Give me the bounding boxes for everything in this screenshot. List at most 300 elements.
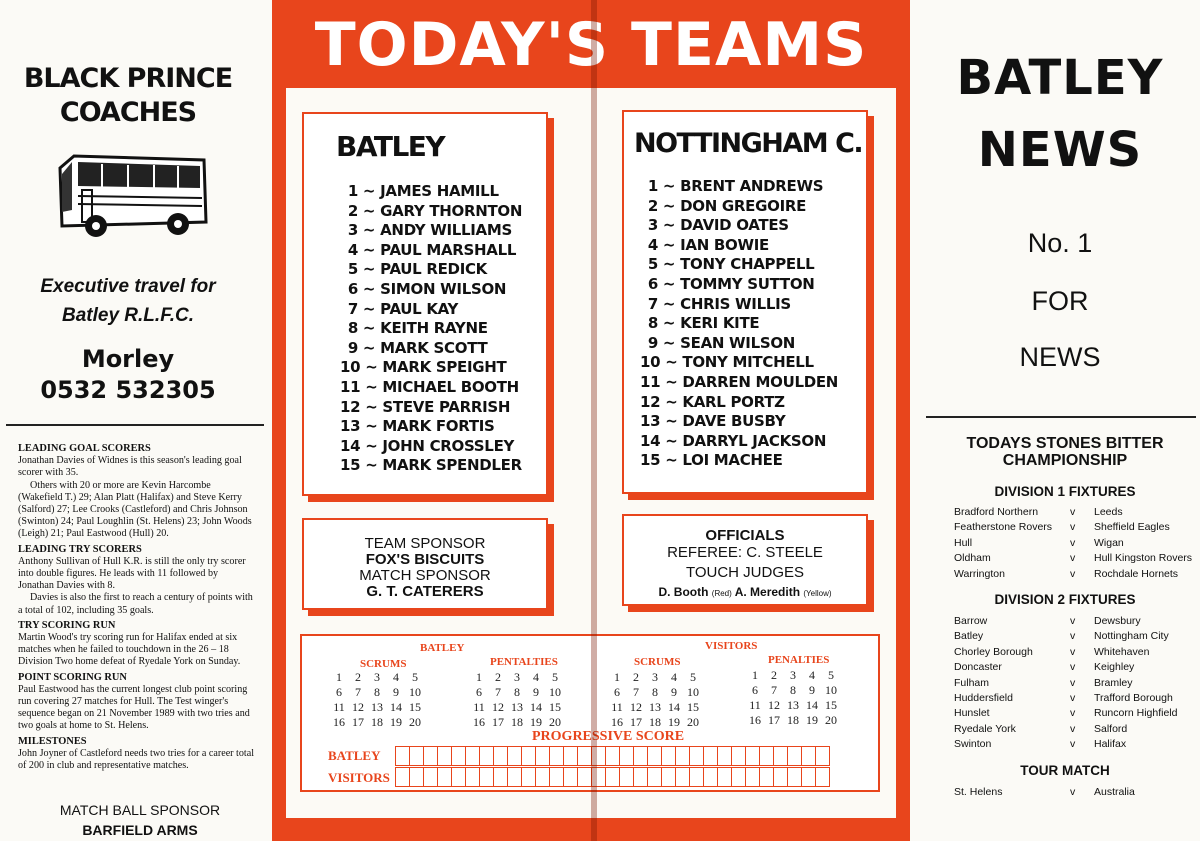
tilde-separator: ~ <box>658 314 681 333</box>
player-number: 2 <box>647 196 658 215</box>
away-team: Rochdale Hornets <box>1094 567 1179 580</box>
tally-number[interactable]: 19 <box>668 715 680 729</box>
fixture-row <box>954 738 1194 753</box>
tally-number[interactable]: 10 <box>549 685 561 699</box>
home-team: Oldham <box>954 552 991 565</box>
versus: v <box>1070 722 1076 735</box>
away-team: Nottingham City <box>1094 630 1169 643</box>
player-name: IAN BOWIE <box>680 235 769 254</box>
home-team: Chorley Borough <box>954 645 1033 658</box>
tally-number[interactable]: 18 <box>787 713 799 727</box>
score-cell[interactable] <box>395 767 410 787</box>
player-row <box>340 280 522 300</box>
score-cell[interactable] <box>549 767 564 787</box>
tally-number[interactable]: 13 <box>371 700 383 714</box>
player-number: 15 <box>640 451 661 470</box>
tally-number[interactable]: 4 <box>671 670 677 684</box>
score-cell[interactable] <box>675 767 690 787</box>
tally-number[interactable]: 7 <box>771 683 777 697</box>
player-number: 8 <box>347 319 358 338</box>
tally-number[interactable]: 20 <box>409 715 421 729</box>
score-cell[interactable] <box>717 746 732 766</box>
tally-number[interactable]: 16 <box>749 713 761 727</box>
away-team-name: NOTTINGHAM C. <box>634 128 863 159</box>
tally-number[interactable]: 18 <box>511 715 523 729</box>
player-row <box>640 275 838 295</box>
news-tagline-3: NEWS <box>1019 342 1101 372</box>
away-team: Wigan <box>1094 536 1124 549</box>
player-number: 12 <box>340 397 361 416</box>
score-cell[interactable] <box>409 746 424 766</box>
tally-number[interactable]: 15 <box>409 700 421 714</box>
player-row <box>640 373 838 393</box>
score-cell[interactable] <box>507 746 522 766</box>
match-sponsor: G. T. CATERERS <box>366 583 484 600</box>
player-row <box>340 260 522 280</box>
versus: v <box>1070 676 1076 689</box>
tally-number[interactable]: 18 <box>649 715 661 729</box>
player-number: 7 <box>647 294 658 313</box>
score-cell[interactable] <box>465 746 480 766</box>
tally-number[interactable]: 6 <box>476 685 482 699</box>
home-team: Ryedale York <box>954 722 1016 735</box>
score-cell[interactable] <box>479 746 494 766</box>
tally-number[interactable]: 6 <box>752 683 758 697</box>
news-title-line2: NEWS <box>977 122 1143 178</box>
score-cell[interactable] <box>451 767 466 787</box>
tally-number[interactable]: 4 <box>393 670 399 684</box>
note-heading: LEADING TRY SCORERS <box>18 543 142 555</box>
score-cell[interactable] <box>563 767 578 787</box>
note-paragraph: Jonathan Davies of Widnes is this season's leading goal scorer with 35. <box>18 455 242 479</box>
tally-number[interactable]: 16 <box>333 715 345 729</box>
tally-number[interactable]: 2 <box>495 670 501 684</box>
tally-number[interactable]: 19 <box>530 715 542 729</box>
tally-number[interactable]: 8 <box>790 683 796 697</box>
note-heading: POINT SCORING RUN <box>18 671 127 683</box>
home-team: Swinton <box>954 738 992 751</box>
home-roster <box>340 182 522 476</box>
tally-number[interactable]: 18 <box>371 715 383 729</box>
officials-title: OFFICIALS <box>705 527 785 544</box>
tally-number[interactable]: 14 <box>390 700 402 714</box>
news-title-line1: BATLEY <box>956 50 1164 106</box>
tally-number[interactable]: 14 <box>668 700 680 714</box>
score-cell[interactable] <box>535 746 550 766</box>
score-cell[interactable] <box>703 767 718 787</box>
player-number: 7 <box>347 299 358 318</box>
score-cell[interactable] <box>745 767 760 787</box>
score-cell[interactable] <box>787 767 802 787</box>
versus: v <box>1070 567 1076 580</box>
progressive-away-cells[interactable] <box>396 767 830 787</box>
tally-number[interactable]: 17 <box>768 713 780 727</box>
score-cell[interactable] <box>493 767 508 787</box>
score-cell[interactable] <box>479 767 494 787</box>
tally-number[interactable]: 19 <box>806 713 818 727</box>
tally-number[interactable]: 6 <box>336 685 342 699</box>
player-number: 2 <box>347 201 358 220</box>
tally-number[interactable]: 16 <box>611 715 623 729</box>
player-name: TONY MITCHELL <box>682 353 814 372</box>
player-row <box>640 353 838 373</box>
progressive-home-label: BATLEY <box>328 748 381 763</box>
tally-number[interactable]: 10 <box>687 685 699 699</box>
tally-number[interactable]: 14 <box>530 700 542 714</box>
player-name: DARREN MOULDEN <box>682 372 839 391</box>
tally-number[interactable]: 5 <box>828 668 834 682</box>
score-cell[interactable] <box>773 767 788 787</box>
tally-number[interactable]: 12 <box>630 700 642 714</box>
tally-number[interactable]: 5 <box>552 670 558 684</box>
center-spread <box>272 0 910 841</box>
score-cell[interactable] <box>563 746 578 766</box>
tilde-separator: ~ <box>358 338 381 357</box>
championship-title-2: CHAMPIONSHIP <box>1002 452 1128 469</box>
player-row <box>640 216 838 236</box>
score-cell[interactable] <box>661 767 676 787</box>
score-cell[interactable] <box>535 767 550 787</box>
player-row <box>640 412 838 432</box>
score-cell[interactable] <box>787 746 802 766</box>
tilde-separator: ~ <box>360 456 383 475</box>
player-number: 6 <box>347 279 358 298</box>
player-number: 13 <box>340 417 361 436</box>
score-cell[interactable] <box>507 767 522 787</box>
score-cell[interactable] <box>451 746 466 766</box>
right-page <box>910 0 1200 841</box>
versus: v <box>1070 630 1076 643</box>
tally-number[interactable]: 1 <box>752 668 758 682</box>
player-number: 15 <box>340 456 361 475</box>
home-team: Barrow <box>954 615 988 627</box>
away-team: Whitehaven <box>1094 645 1150 658</box>
tilde-separator: ~ <box>358 240 381 259</box>
player-name: MARK SCOTT <box>380 338 488 357</box>
tally-number[interactable]: 8 <box>514 685 520 699</box>
note-heading: TRY SCORING RUN <box>18 619 116 631</box>
player-row <box>340 398 522 418</box>
tour-title: TOUR MATCH <box>1020 763 1110 778</box>
note-paragraph: Anthony Sullivan of Hull K.R. is still the only try scorer into double figures. He leads with 11 followed by Jonathan Davies with 8. <box>18 555 246 592</box>
tally-number[interactable]: 11 <box>473 700 485 714</box>
tally-number[interactable]: 9 <box>533 685 539 699</box>
tally-number[interactable]: 11 <box>333 700 345 714</box>
tilde-separator: ~ <box>360 377 383 396</box>
tally-number[interactable]: 3 <box>790 668 796 682</box>
tilde-separator: ~ <box>660 372 683 391</box>
tally-number[interactable]: 5 <box>690 670 696 684</box>
tally-number[interactable]: 7 <box>495 685 501 699</box>
score-cell[interactable] <box>521 767 536 787</box>
player-number: 4 <box>347 240 358 259</box>
score-cell[interactable] <box>423 746 438 766</box>
player-number: 8 <box>647 314 658 333</box>
coach-bus-icon <box>52 150 212 250</box>
progressive-away-label: VISITORS <box>328 770 390 785</box>
player-name: LOI MACHEE <box>682 451 783 470</box>
player-row <box>640 451 838 471</box>
penalties-home-label: PENTALTIES <box>490 656 558 668</box>
score-cell[interactable] <box>619 746 634 766</box>
player-row <box>340 358 522 378</box>
score-cell[interactable] <box>675 746 690 766</box>
score-cell[interactable] <box>689 767 704 787</box>
tally-number[interactable]: 2 <box>771 668 777 682</box>
versus: v <box>1070 536 1076 549</box>
fixture-row <box>954 615 1194 630</box>
tally-number[interactable]: 17 <box>492 715 504 729</box>
player-name: PAUL KAY <box>380 299 459 318</box>
judge-1-note: (Red) <box>711 589 732 598</box>
player-row <box>640 393 838 413</box>
score-cell[interactable] <box>731 746 746 766</box>
tilde-separator: ~ <box>658 216 681 235</box>
home-team: Batley <box>954 630 984 643</box>
versus: v <box>1070 552 1076 565</box>
tally-number[interactable]: 8 <box>652 685 658 699</box>
tilde-separator: ~ <box>660 451 683 470</box>
player-name: MICHAEL BOOTH <box>382 377 519 396</box>
tally-number[interactable]: 2 <box>355 670 361 684</box>
note-paragraph: Paul Eastwood has the current longest club point scoring run covering 27 matches for Hull. The Test winger's sequence began on 21 November 1989 with two tries and two goals at home to St. Helens. <box>18 683 250 732</box>
tally-number[interactable]: 1 <box>476 670 482 684</box>
score-cell[interactable] <box>647 746 662 766</box>
tally-number[interactable]: 12 <box>492 700 504 714</box>
tally-number[interactable]: 4 <box>533 670 539 684</box>
score-cell[interactable] <box>619 767 634 787</box>
tally-number[interactable]: 15 <box>825 698 837 712</box>
away-team: Hull Kingston Rovers <box>1094 552 1193 565</box>
score-cell[interactable] <box>717 767 732 787</box>
score-cell[interactable] <box>759 746 774 766</box>
progressive-home-cells[interactable] <box>396 746 830 766</box>
team-sponsor-label: TEAM SPONSOR <box>364 535 486 552</box>
versus: v <box>1070 521 1076 534</box>
score-cell[interactable] <box>577 767 592 787</box>
score-cell[interactable] <box>577 746 592 766</box>
away-team: Australia <box>1094 786 1135 798</box>
judge-2: A. Meredith <box>734 585 801 599</box>
player-number: 3 <box>347 221 358 240</box>
tally-number[interactable]: 5 <box>412 670 418 684</box>
score-cell[interactable] <box>745 746 760 766</box>
tally-number[interactable]: 4 <box>809 668 815 682</box>
player-name: DARRYL JACKSON <box>682 431 827 450</box>
tally-number[interactable]: 11 <box>611 700 623 714</box>
championship-title-1: TODAYS STONES BITTER <box>966 435 1164 452</box>
tally-number[interactable]: 20 <box>549 715 561 729</box>
fixture-row <box>954 661 1194 676</box>
score-cell[interactable] <box>465 767 480 787</box>
tilde-separator: ~ <box>660 353 683 372</box>
tally-number[interactable]: 17 <box>630 715 642 729</box>
tally-number[interactable]: 15 <box>687 700 699 714</box>
score-cell[interactable] <box>689 746 704 766</box>
player-name: CHRIS WILLIS <box>680 294 791 313</box>
tally-number[interactable]: 13 <box>511 700 523 714</box>
player-row <box>340 300 522 320</box>
versus: v <box>1070 506 1076 518</box>
score-cell[interactable] <box>437 746 452 766</box>
score-cell[interactable] <box>801 746 816 766</box>
tilde-separator: ~ <box>658 255 681 274</box>
tally-number[interactable]: 16 <box>473 715 485 729</box>
score-cell[interactable] <box>773 746 788 766</box>
tally-number[interactable]: 1 <box>336 670 342 684</box>
score-cell[interactable] <box>647 767 662 787</box>
away-team: Trafford Borough <box>1094 692 1173 704</box>
touch-judges <box>624 585 866 599</box>
score-cell[interactable] <box>759 767 774 787</box>
score-cell[interactable] <box>605 746 620 766</box>
home-team: Featherstone Rovers <box>954 521 1053 534</box>
tally-number[interactable]: 1 <box>614 670 620 684</box>
tally-number[interactable]: 19 <box>390 715 402 729</box>
fixture-row <box>954 723 1194 738</box>
tilde-separator: ~ <box>658 294 681 313</box>
player-name: DAVID OATES <box>680 216 789 235</box>
tilde-separator: ~ <box>660 392 683 411</box>
player-row <box>640 334 838 354</box>
fixture-row <box>954 692 1194 707</box>
tally-number[interactable]: 3 <box>652 670 658 684</box>
scorecard <box>300 634 880 792</box>
tally-number[interactable]: 9 <box>671 685 677 699</box>
player-name: TONY CHAPPELL <box>680 255 815 274</box>
tally-number[interactable]: 13 <box>649 700 661 714</box>
away-team: Dewsbury <box>1094 615 1141 627</box>
tally-number[interactable]: 7 <box>355 685 361 699</box>
score-cell[interactable] <box>815 767 830 787</box>
stats-notes <box>18 440 254 772</box>
phone-number: 0532 532305 <box>40 376 216 404</box>
away-team: Halifax <box>1094 738 1127 751</box>
score-cell[interactable] <box>801 767 816 787</box>
todays-teams-banner: TODAY'S TEAMS <box>314 10 868 80</box>
score-cell[interactable] <box>409 767 424 787</box>
score-cell[interactable] <box>493 746 508 766</box>
tilde-separator: ~ <box>658 196 681 215</box>
player-name: DON GREGOIRE <box>680 196 807 215</box>
away-team: Sheffield Eagles <box>1094 521 1170 534</box>
tally-number[interactable]: 13 <box>787 698 799 712</box>
tally-number[interactable]: 10 <box>825 683 837 697</box>
player-name: MARK FORTIS <box>382 417 495 436</box>
tally-number[interactable]: 17 <box>352 715 364 729</box>
player-row <box>340 202 522 222</box>
tally-number[interactable]: 15 <box>549 700 561 714</box>
player-number: 13 <box>640 412 661 431</box>
tally-number[interactable]: 11 <box>749 698 761 712</box>
player-number: 1 <box>347 182 358 200</box>
tally-number[interactable]: 6 <box>614 685 620 699</box>
score-cell[interactable] <box>549 746 564 766</box>
tally-number[interactable]: 20 <box>687 715 699 729</box>
away-team: Runcorn Highfield <box>1094 707 1178 720</box>
player-number: 11 <box>340 377 361 396</box>
player-name: JAMES HAMILL <box>380 182 499 200</box>
score-cell[interactable] <box>633 746 648 766</box>
score-cell[interactable] <box>731 767 746 787</box>
player-number: 5 <box>347 260 358 279</box>
player-name: SIMON WILSON <box>380 279 507 298</box>
tally-number[interactable]: 7 <box>633 685 639 699</box>
player-name: KEITH RAYNE <box>380 319 488 338</box>
home-team: Hunslet <box>954 707 990 720</box>
score-cell[interactable] <box>423 767 438 787</box>
match-sponsor-label: MATCH SPONSOR <box>359 567 491 584</box>
tally-number[interactable]: 3 <box>374 670 380 684</box>
tally-number[interactable]: 10 <box>409 685 421 699</box>
score-cell[interactable] <box>815 746 830 766</box>
fixture-row <box>954 552 1194 567</box>
tagline-line1: Executive travel for <box>40 276 216 297</box>
fixture-row <box>954 786 1194 801</box>
away-team: Bramley <box>1094 676 1133 689</box>
score-cell[interactable] <box>395 746 410 766</box>
tilde-separator: ~ <box>358 221 381 240</box>
tilde-separator: ~ <box>658 235 681 254</box>
player-number: 12 <box>640 392 661 411</box>
player-name: BRENT ANDREWS <box>680 177 824 195</box>
tally-number[interactable]: 3 <box>514 670 520 684</box>
player-row <box>340 241 522 261</box>
player-row <box>640 314 838 334</box>
scrums-home-label: SCRUMS <box>360 658 407 670</box>
home-team: St. Helens <box>954 786 1003 798</box>
player-number: 10 <box>640 353 661 372</box>
referee-text: REFEREE: C. STEELE <box>667 544 823 561</box>
tally-number[interactable]: 12 <box>768 698 780 712</box>
tally-number[interactable]: 2 <box>633 670 639 684</box>
score-cell[interactable] <box>521 746 536 766</box>
news-tagline-2: FOR <box>1031 286 1089 316</box>
player-row <box>340 417 522 437</box>
score-cell[interactable] <box>437 767 452 787</box>
officials-box <box>622 514 868 606</box>
score-cell[interactable] <box>605 767 620 787</box>
tally-number[interactable]: 14 <box>806 698 818 712</box>
player-name: DAVE BUSBY <box>682 412 786 431</box>
home-team: Huddersfield <box>954 692 1013 704</box>
page-spine <box>591 0 597 841</box>
divider <box>926 416 1196 418</box>
score-cell[interactable] <box>661 746 676 766</box>
versus: v <box>1070 615 1076 627</box>
home-team: Hull <box>954 536 973 549</box>
player-number: 10 <box>340 358 361 377</box>
player-number: 3 <box>647 216 658 235</box>
division1-title: DIVISION 1 FIXTURES <box>994 484 1136 499</box>
player-name: STEVE PARRISH <box>382 397 511 416</box>
player-number: 1 <box>647 177 658 195</box>
tilde-separator: ~ <box>360 397 383 416</box>
tilde-separator: ~ <box>358 260 381 279</box>
tally-number[interactable]: 12 <box>352 700 364 714</box>
note-heading: LEADING GOAL SCORERS <box>18 443 151 454</box>
tally-number[interactable]: 20 <box>825 713 837 727</box>
tally-number[interactable]: 9 <box>393 685 399 699</box>
score-cell[interactable] <box>703 746 718 766</box>
home-team: Warrington <box>954 567 1005 580</box>
tilde-separator: ~ <box>660 431 683 450</box>
player-number: 5 <box>647 255 658 274</box>
score-cell[interactable] <box>633 767 648 787</box>
tally-number[interactable]: 9 <box>809 683 815 697</box>
tilde-separator: ~ <box>358 319 381 338</box>
tally-number[interactable]: 8 <box>374 685 380 699</box>
